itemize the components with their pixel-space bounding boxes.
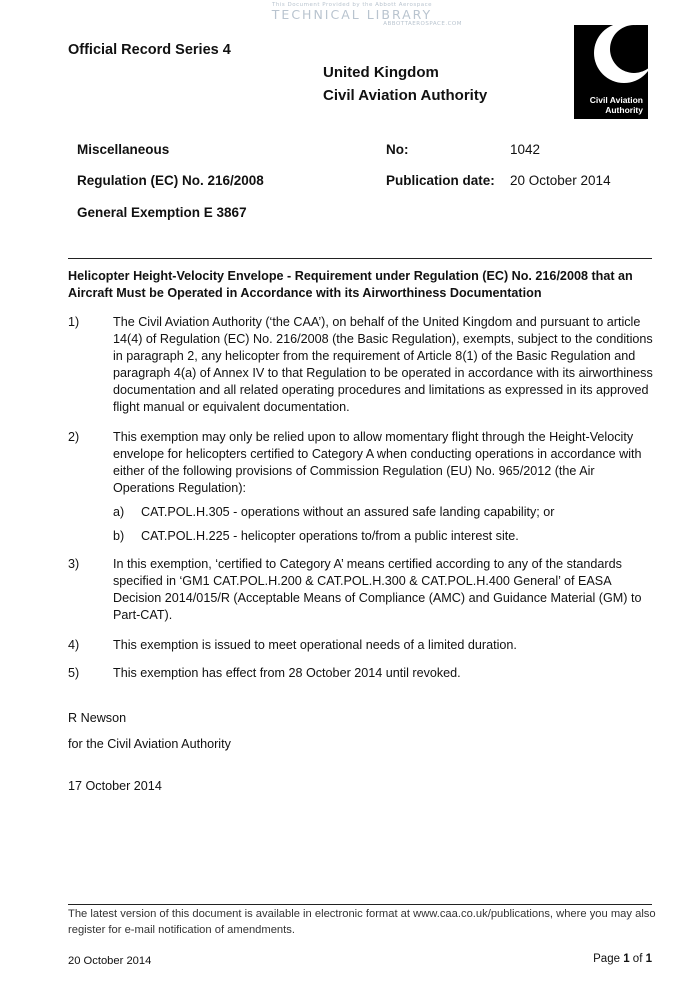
- paragraph: This exemption is issued to meet operational needs of a limited duration.: [113, 638, 517, 652]
- paragraph: This exemption may only be relied upon to allow momentary flight through the Height-Velocity envelope for helicopters certified to Category A when conducting operations in accordance with either of the following provisions of Commission Regulation (EU) No. 965/2012 (the Air Operations Regulation):: [113, 430, 642, 495]
- pub-date-label: Publication date:: [386, 173, 495, 188]
- footer-date: 20 October 2014: [68, 955, 152, 967]
- caa-logo: Civil Aviation Authority: [574, 25, 648, 119]
- footer-divider: [68, 904, 652, 905]
- paragraph: In this exemption, ‘certified to Category A’ means certified according to any of the standards specified in ‘GM1 CAT.POL.H.200 & CAT.POL.H.300 & CAT.POL.H.400 General’ of EASA Decision 2014/015/R (Acceptable Means of Compliance (AMC) and Guidance Material (GM) to Part-CAT).: [113, 557, 642, 622]
- para-number: 5): [68, 666, 80, 680]
- paragraph: The Civil Aviation Authority (‘the CAA’), on behalf of the United Kingdom and pursuant to article 14(4) of Regulation (EC) No. 216/2008 (the Basic Regulation), exempts, subject to the conditions in paragraph 2, any helicopter from the requirement of Article 8(1) of the Basic Regulation and paragraph 4(a) of Annex IV to that Regulation to be operated in accordance with its airworthiness documentation and all related operating procedures and limitations as expressed in its approved flight manual or equivalent documentation.: [113, 315, 653, 414]
- page-indicator: [593, 953, 652, 965]
- of-label: of: [632, 953, 643, 965]
- paragraph: This exemption has effect from 28 October 2014 until revoked.: [113, 666, 461, 680]
- page-label: Page: [593, 953, 620, 965]
- subitem: CAT.POL.H.305 - operations without an assured safe landing capability; or: [141, 505, 555, 519]
- divider: [68, 258, 652, 259]
- subitem-letter: a): [113, 505, 125, 519]
- no-label: No:: [386, 142, 409, 157]
- subitem-letter: b): [113, 529, 125, 543]
- signature-date: 17 October 2014: [68, 779, 162, 793]
- no-value: 1042: [510, 142, 541, 157]
- watermark: [232, 2, 472, 27]
- pub-date-value: 20 October 2014: [510, 173, 611, 188]
- signatory-org: for the Civil Aviation Authority: [68, 737, 231, 751]
- watermark-line1: This Document Provided by the Abbott Aerospace: [272, 2, 432, 8]
- footer-note: The latest version of this document is available in electronic format at www.caa.co.uk/publications, where you may also register for e-mail notification of amendments.: [68, 908, 656, 936]
- page-number: 1: [623, 953, 630, 965]
- document-title: Helicopter Height-Velocity Envelope - Requirement under Regulation (EC) No. 216/2008 that an Aircraft Must be Operated in Accordance with its Airworthiness Documentation: [68, 269, 633, 300]
- signatory-name: R Newson: [68, 711, 127, 725]
- series-title: Official Record Series 4: [68, 42, 231, 58]
- page-total: 1: [645, 953, 652, 965]
- exemption-id: General Exemption E 3867: [77, 205, 247, 220]
- regulation: Regulation (EC) No. 216/2008: [77, 173, 264, 188]
- category: Miscellaneous: [77, 142, 170, 157]
- para-number: 2): [68, 430, 80, 444]
- watermark-line3: ABBOTTAEROSPACE.COM: [383, 21, 462, 27]
- org-line2: Civil Aviation Authority: [323, 87, 488, 104]
- subitem: CAT.POL.H.225 - helicopter operations to/from a public interest site.: [141, 529, 519, 543]
- para-number: 1): [68, 315, 80, 329]
- watermark-line2: TECHNICAL LIBRARY: [271, 7, 433, 22]
- para-number: 4): [68, 638, 80, 652]
- org-line1: United Kingdom: [323, 64, 439, 81]
- para-number: 3): [68, 557, 80, 571]
